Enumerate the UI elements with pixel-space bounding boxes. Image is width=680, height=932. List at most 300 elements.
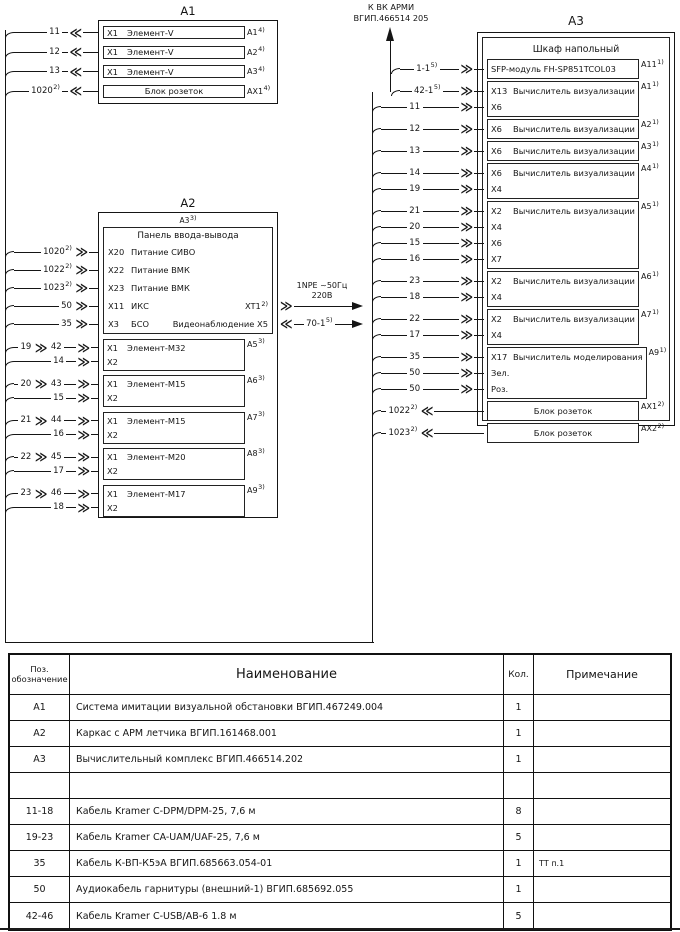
wire-hook-icon <box>5 71 14 77</box>
chevron-right-icon: ≫ <box>460 271 473 291</box>
external-link-label <box>322 2 460 23</box>
a2-element-line: X1 Элемент-М32 <box>107 342 186 353</box>
a3-port-line: X4 <box>491 330 502 340</box>
a1-port-box: X1 Элемент-V <box>103 46 245 59</box>
a3-port-line: X4 <box>491 184 502 194</box>
chevron-right-icon: ≫ <box>77 447 90 467</box>
video-link-wire <box>279 314 363 334</box>
wire-number-label: 12 <box>409 123 421 134</box>
table-cell-qty: 1 <box>504 877 534 902</box>
wire-segment <box>335 324 352 325</box>
wire-segment <box>91 471 99 472</box>
table-cell-name: Кабель Kramer CA-UAM/UAF-25, 7,6 м <box>70 825 504 850</box>
wire-segment <box>91 434 99 435</box>
table-cell-pos: A3 <box>10 747 70 772</box>
chevron-right-icon: ≫ <box>460 347 473 367</box>
wire-number-label: 18 <box>53 502 64 512</box>
chevron-right-icon: ≫ <box>77 338 90 357</box>
wire-hook-icon <box>372 188 381 194</box>
table-cell-name: Кабель К-ВП-К5эА ВГИП.685663.054-01 <box>70 851 504 876</box>
a1-rows <box>99 21 277 103</box>
a2-element-box <box>103 485 245 517</box>
a3-port-line: X6 Вычислитель визуализации <box>491 124 635 134</box>
chevron-right-icon: ≫ <box>34 338 48 357</box>
chevron-right-icon: ≫ <box>460 363 473 383</box>
wire-hook-icon <box>5 32 14 38</box>
external-link-line1: К ВК АРМИ <box>367 2 415 12</box>
chevron-right-icon: ≫ <box>77 374 90 394</box>
wire-segment <box>474 151 484 152</box>
chevron-right-icon: ≫ <box>34 411 48 430</box>
wire-number-label: 50 <box>409 383 421 394</box>
power-rating-line1: 1NPE ~50Гц <box>296 281 348 290</box>
wire-hook-icon <box>5 347 14 353</box>
wire-number-label: 1023$^{2)}$ <box>43 280 72 293</box>
wire-hook-icon <box>372 242 381 248</box>
power-rating-label <box>284 281 360 302</box>
a3-unit-box <box>487 401 639 421</box>
wire-segment <box>83 52 99 53</box>
cable-wire-a3 <box>372 401 484 421</box>
table-cell-pos: A2 <box>10 721 70 746</box>
table-cell-qty: 5 <box>504 903 534 929</box>
cable-wire-a2-element <box>5 461 99 481</box>
wire-segment <box>474 373 484 374</box>
a3-port-line: X6 Вычислитель визуализации <box>491 146 635 156</box>
chevron-right-icon: ≫ <box>34 447 48 467</box>
wire-segment <box>14 91 29 92</box>
a3-port-line: X4 <box>491 292 502 302</box>
external-link-line2: ВГИП.466514 205 <box>353 12 429 23</box>
cable-wire-a2-element <box>5 352 99 371</box>
a2-element-line: X1 Элемент-М17 <box>107 488 186 499</box>
header-pos-line1: Поз. <box>30 663 49 674</box>
wire-hook-icon <box>5 434 14 440</box>
a3-rows <box>487 59 665 443</box>
cable-wire-a3 <box>391 59 484 79</box>
chevron-left-icon: ≪ <box>69 82 82 101</box>
a3-port-line: X4 <box>491 222 502 232</box>
chevron-left-icon: ≪ <box>69 23 82 42</box>
wire-segment <box>423 243 460 244</box>
chevron-right-icon: ≫ <box>34 484 48 503</box>
wire-hook-icon <box>372 296 381 302</box>
wire-number-label: 44 <box>50 415 62 425</box>
wire-segment <box>423 259 460 260</box>
a2-element-line: X1 Элемент-М20 <box>107 452 186 462</box>
wire-hook-icon <box>372 172 381 178</box>
wire-segment <box>434 411 484 412</box>
wire-segment <box>381 227 407 228</box>
cable-wire-a1 <box>5 62 99 81</box>
wire-hook-icon <box>372 388 381 394</box>
table-cell-note <box>534 877 670 902</box>
wire-segment <box>423 173 460 174</box>
a3-unit-box <box>487 309 639 345</box>
wire-segment <box>294 324 304 325</box>
a1-port-box: X1 Элемент-V <box>103 65 245 78</box>
a2-element <box>103 448 273 480</box>
wire-number-label: 11 <box>409 101 421 112</box>
a2-element-designator: A8$^{3)}$ <box>247 446 265 458</box>
a1-row <box>103 85 273 98</box>
wire-number-label: 43 <box>50 378 62 389</box>
table-cell-pos: 19-23 <box>10 825 70 850</box>
wire-segment <box>89 288 99 289</box>
wire-hook-icon <box>5 52 14 58</box>
a3-port-line: Блок розеток <box>533 428 593 438</box>
chevron-right-icon: ≫ <box>280 296 293 316</box>
a3-port-line: X6 <box>491 238 502 248</box>
header-pos-line2: обозначение <box>11 673 68 684</box>
wire-hook-icon <box>372 106 381 112</box>
block-a1 <box>98 20 278 104</box>
chevron-right-icon: ≫ <box>77 498 90 517</box>
cable-wire-a3 <box>372 179 484 199</box>
table-cell-name: Вычислительный комплекс ВГИП.466514.202 <box>70 747 504 772</box>
a2-io-panel <box>103 227 273 334</box>
block-a1-title: A1 <box>180 4 196 18</box>
table-header <box>10 655 670 695</box>
wire-number-label: 1-1$^{5)}$ <box>416 61 438 74</box>
wire-segment <box>474 357 484 358</box>
a3-port-line: X2 Вычислитель визуализации <box>491 206 635 216</box>
wire-number-label: 17 <box>53 465 64 476</box>
a3-port-line: SFP-модуль FH-SP851TCOL03 <box>491 64 616 74</box>
a2-element-box <box>103 375 245 407</box>
wire-segment <box>66 471 76 472</box>
chevron-right-icon: ≫ <box>460 217 473 237</box>
a3-designator: A6$^{1)}$ <box>641 269 659 281</box>
wire-segment <box>381 151 407 152</box>
a3-port-line: X13 Вычислитель визуализации <box>491 86 635 96</box>
wire-number-label: 20 <box>20 378 32 389</box>
a3-unit-box <box>487 201 639 269</box>
wire-number-label: 23 <box>409 275 421 286</box>
a1-row <box>103 65 273 78</box>
wire-segment <box>474 91 484 92</box>
a3-unit-box <box>487 271 639 307</box>
wire-segment <box>474 227 484 228</box>
chevron-right-icon: ≫ <box>75 296 88 316</box>
table-row <box>10 799 670 825</box>
a2-element-line: X1 Элемент-М15 <box>107 379 186 389</box>
a3-row <box>487 309 665 345</box>
wire-hook-icon <box>372 258 381 264</box>
chevron-right-icon: ≫ <box>460 309 473 329</box>
wire-segment <box>91 457 99 458</box>
wire-hook-icon <box>5 287 14 293</box>
a3-row <box>487 423 665 443</box>
wire-segment <box>89 270 99 271</box>
wire-segment <box>423 151 460 152</box>
a3-port-line: Блок розеток <box>533 406 593 416</box>
table-cell-pos: 50 <box>10 877 70 902</box>
chevron-right-icon: ≫ <box>460 97 473 117</box>
wire-segment <box>423 335 460 336</box>
wire-segment <box>423 189 460 190</box>
chevron-right-icon: ≫ <box>77 352 90 371</box>
a3-row <box>487 81 665 117</box>
wire-number-label: 1023$^{2)}$ <box>388 425 418 438</box>
wire-segment <box>474 107 484 108</box>
table-cell-name: Каркас с АРМ летчика ВГИП.161468.001 <box>70 721 504 746</box>
a2-element-line: X2 <box>107 429 118 440</box>
a3-row <box>487 401 665 421</box>
wire-segment <box>381 389 407 390</box>
wire-hook-icon <box>391 90 400 96</box>
wire-segment <box>14 270 41 271</box>
wire-segment <box>474 281 484 282</box>
chevron-right-icon: ≫ <box>34 374 48 394</box>
wire-segment <box>91 420 99 421</box>
wire-segment <box>83 32 99 33</box>
a2-panel-row: X23 Питание ВМК <box>108 283 190 293</box>
a2-element-box <box>103 339 245 371</box>
wire-segment <box>14 434 51 435</box>
wire-segment <box>423 129 460 130</box>
a2-panel-row-port: Видеонаблюдение X5 <box>172 319 268 329</box>
wire-number-label: 50 <box>61 300 72 311</box>
wire-hook-icon <box>372 356 381 362</box>
a3-row <box>487 271 665 307</box>
wire-segment <box>91 493 99 494</box>
wire-number-label: 15 <box>53 392 64 403</box>
wire-segment <box>66 361 76 362</box>
cable-wire-a2-panel <box>5 296 99 316</box>
up-arrow-icon <box>386 27 394 41</box>
wire-segment <box>443 91 459 92</box>
wire-number-label: 35 <box>409 351 421 362</box>
cable-wire-a3 <box>372 423 484 443</box>
wire-hook-icon <box>5 456 14 462</box>
chevron-right-icon: ≫ <box>460 379 473 399</box>
cable-bus-bottom <box>5 642 374 643</box>
chevron-left-icon: ≪ <box>280 314 293 334</box>
wire-segment <box>294 306 352 307</box>
wire-hook-icon <box>5 420 14 426</box>
wire-number-label: 1020$^{2)}$ <box>31 83 60 96</box>
chevron-right-icon: ≫ <box>460 163 473 183</box>
a2-element-line: X1 Элемент-М15 <box>107 415 186 426</box>
wire-segment <box>64 493 76 494</box>
cable-wire-a3 <box>372 97 484 117</box>
wire-segment <box>91 398 99 399</box>
wire-segment <box>14 32 47 33</box>
wire-hook-icon <box>372 410 381 416</box>
wire-segment <box>89 324 99 325</box>
chevron-right-icon: ≫ <box>460 59 473 79</box>
wire-hook-icon <box>5 269 14 275</box>
wire-segment <box>14 288 41 289</box>
wire-number-label: 11 <box>49 27 60 37</box>
a2-panel-row-port: XT1$^{2)}$ <box>244 299 268 311</box>
wire-segment <box>474 69 484 70</box>
wire-segment <box>381 173 407 174</box>
table-cell-qty: 1 <box>504 851 534 876</box>
a2-element-line: X2 <box>107 466 118 476</box>
cable-wire-a3 <box>372 271 484 291</box>
table-cell-note <box>534 903 670 929</box>
a2-panel-designator: A33) <box>179 213 197 225</box>
block-a2-title: A2 <box>180 196 196 210</box>
cable-wire-a3 <box>391 81 484 101</box>
chevron-right-icon: ≫ <box>75 242 88 262</box>
wire-segment <box>14 306 59 307</box>
a2-panel-row: X22 Питание ВМК <box>108 265 190 275</box>
wire-hook-icon <box>372 432 381 438</box>
wire-segment <box>14 471 51 472</box>
chevron-right-icon: ≫ <box>77 425 90 444</box>
wire-number-label: 45 <box>50 451 62 462</box>
wire-hook-icon <box>372 226 381 232</box>
wire-segment <box>64 384 76 385</box>
a3-unit-box <box>487 423 639 443</box>
table-cell-qty <box>504 773 534 798</box>
wire-segment <box>423 373 460 374</box>
table-cell-name <box>70 773 504 798</box>
chevron-right-icon: ≫ <box>460 233 473 253</box>
wire-segment <box>381 281 407 282</box>
wire-segment <box>14 71 47 72</box>
chevron-right-icon: ≫ <box>460 119 473 139</box>
wire-number-label: 42 <box>50 342 62 352</box>
wire-number-label: 35 <box>61 318 72 329</box>
wire-hook-icon <box>5 251 14 257</box>
a3-unit-box <box>487 59 639 79</box>
wire-number-label: 18 <box>409 291 421 302</box>
header-name: Наименование <box>70 655 504 694</box>
wire-segment <box>474 297 484 298</box>
wire-number-label: 19 <box>409 183 421 194</box>
wire-segment <box>423 107 460 108</box>
wire-segment <box>381 297 407 298</box>
a2-element <box>103 339 273 371</box>
wire-number-label: 46 <box>50 488 62 498</box>
a3-designator: A7$^{1)}$ <box>641 307 659 319</box>
wire-number-label: 1022$^{2)}$ <box>43 262 72 275</box>
a3-row <box>487 163 665 199</box>
cable-wire-a3 <box>372 363 484 383</box>
wire-hook-icon <box>5 361 14 367</box>
a2-panel-title: Панель ввода-вывода <box>137 231 239 241</box>
a3-unit-box <box>487 119 639 139</box>
cable-wire-a3 <box>372 325 484 345</box>
wire-segment <box>66 507 76 508</box>
a2-element-designator: A7$^{3)}$ <box>247 410 265 422</box>
wire-segment <box>89 306 99 307</box>
cable-wire-a3 <box>372 379 484 399</box>
wire-number-label: 1022$^{2)}$ <box>388 403 418 416</box>
wire-segment <box>440 69 460 70</box>
wire-number-label: 14 <box>409 167 421 178</box>
a3-unit-box <box>487 81 639 117</box>
wire-segment <box>423 319 460 320</box>
a1-row <box>103 26 273 39</box>
wire-hook-icon <box>5 383 14 389</box>
wire-segment <box>14 507 51 508</box>
wire-segment <box>64 420 76 421</box>
chevron-right-icon: ≫ <box>460 179 473 199</box>
wire-number-label: 42-1$^{5)}$ <box>414 83 441 96</box>
chevron-right-icon: ≫ <box>460 81 473 101</box>
wire-number-label: 22 <box>409 313 421 324</box>
parts-table <box>8 653 672 931</box>
table-cell-note <box>534 825 670 850</box>
a1-port-box: X1 Элемент-V <box>103 26 245 39</box>
chevron-left-icon: ≪ <box>420 423 434 443</box>
cable-wire-a3 <box>372 201 484 221</box>
a2-element-line: X2 <box>107 502 118 513</box>
cable-wire-a3 <box>372 347 484 367</box>
wire-segment <box>381 373 407 374</box>
chevron-left-icon: ≪ <box>420 401 434 421</box>
wire-number-label: 23 <box>20 488 32 498</box>
wire-segment <box>423 281 460 282</box>
table-row <box>10 747 670 773</box>
wire-segment <box>83 71 99 72</box>
wire-segment <box>381 211 407 212</box>
wire-segment <box>423 227 460 228</box>
a3-port-line: Роз. <box>491 384 509 394</box>
wire-hook-icon <box>5 507 14 513</box>
wire-segment <box>64 457 76 458</box>
table-row <box>10 773 670 799</box>
table-cell-name: Кабель Kramer C-USB/AB-6 1.8 м <box>70 903 504 929</box>
wire-segment <box>91 384 99 385</box>
block-a3-title: A3 <box>568 14 584 28</box>
a3-designator: AX2$^{2)}$ <box>641 421 665 433</box>
chevron-right-icon: ≫ <box>75 314 88 334</box>
cable-wire-a1 <box>5 43 99 62</box>
chevron-right-icon: ≫ <box>75 278 88 298</box>
a2-element-line: X2 <box>107 356 118 367</box>
wire-number-label: 16 <box>53 429 64 439</box>
wire-segment <box>381 189 407 190</box>
a2-element <box>103 485 273 517</box>
table-cell-note <box>534 799 670 824</box>
a3-row <box>487 201 665 269</box>
table-cell-note <box>534 721 670 746</box>
table-cell-pos: 42-46 <box>10 903 70 929</box>
cable-wire-a3 <box>372 233 484 253</box>
cable-wire-a1 <box>5 82 99 101</box>
a3-row <box>487 141 665 161</box>
wire-number-label: 21 <box>20 415 32 425</box>
wire-hook-icon <box>5 493 14 499</box>
cable-wire-a3 <box>372 119 484 139</box>
block-a2 <box>98 212 278 518</box>
cable-wire-a2-panel <box>5 314 99 334</box>
a2-element <box>103 375 273 407</box>
a1-designator: A1$^{4)}$ <box>247 25 265 37</box>
a3-unit-box <box>487 141 639 161</box>
wire-hook-icon <box>5 470 14 476</box>
wire-segment <box>400 91 412 92</box>
a3-row <box>487 347 665 399</box>
table-cell-pos: 11-18 <box>10 799 70 824</box>
a1-row <box>103 46 273 59</box>
wire-number-label: 13 <box>409 145 421 156</box>
wire-hook-icon <box>372 150 381 156</box>
chevron-right-icon: ≫ <box>460 249 473 269</box>
a2-panel-row: X20 Питание СИВО <box>108 247 196 257</box>
wire-number-label: 1020$^{2)}$ <box>43 244 72 257</box>
table-row <box>10 825 670 851</box>
wire-number-label: 50 <box>409 367 421 378</box>
wire-segment <box>474 389 484 390</box>
a3-designator: A11$^{1)}$ <box>641 57 664 69</box>
